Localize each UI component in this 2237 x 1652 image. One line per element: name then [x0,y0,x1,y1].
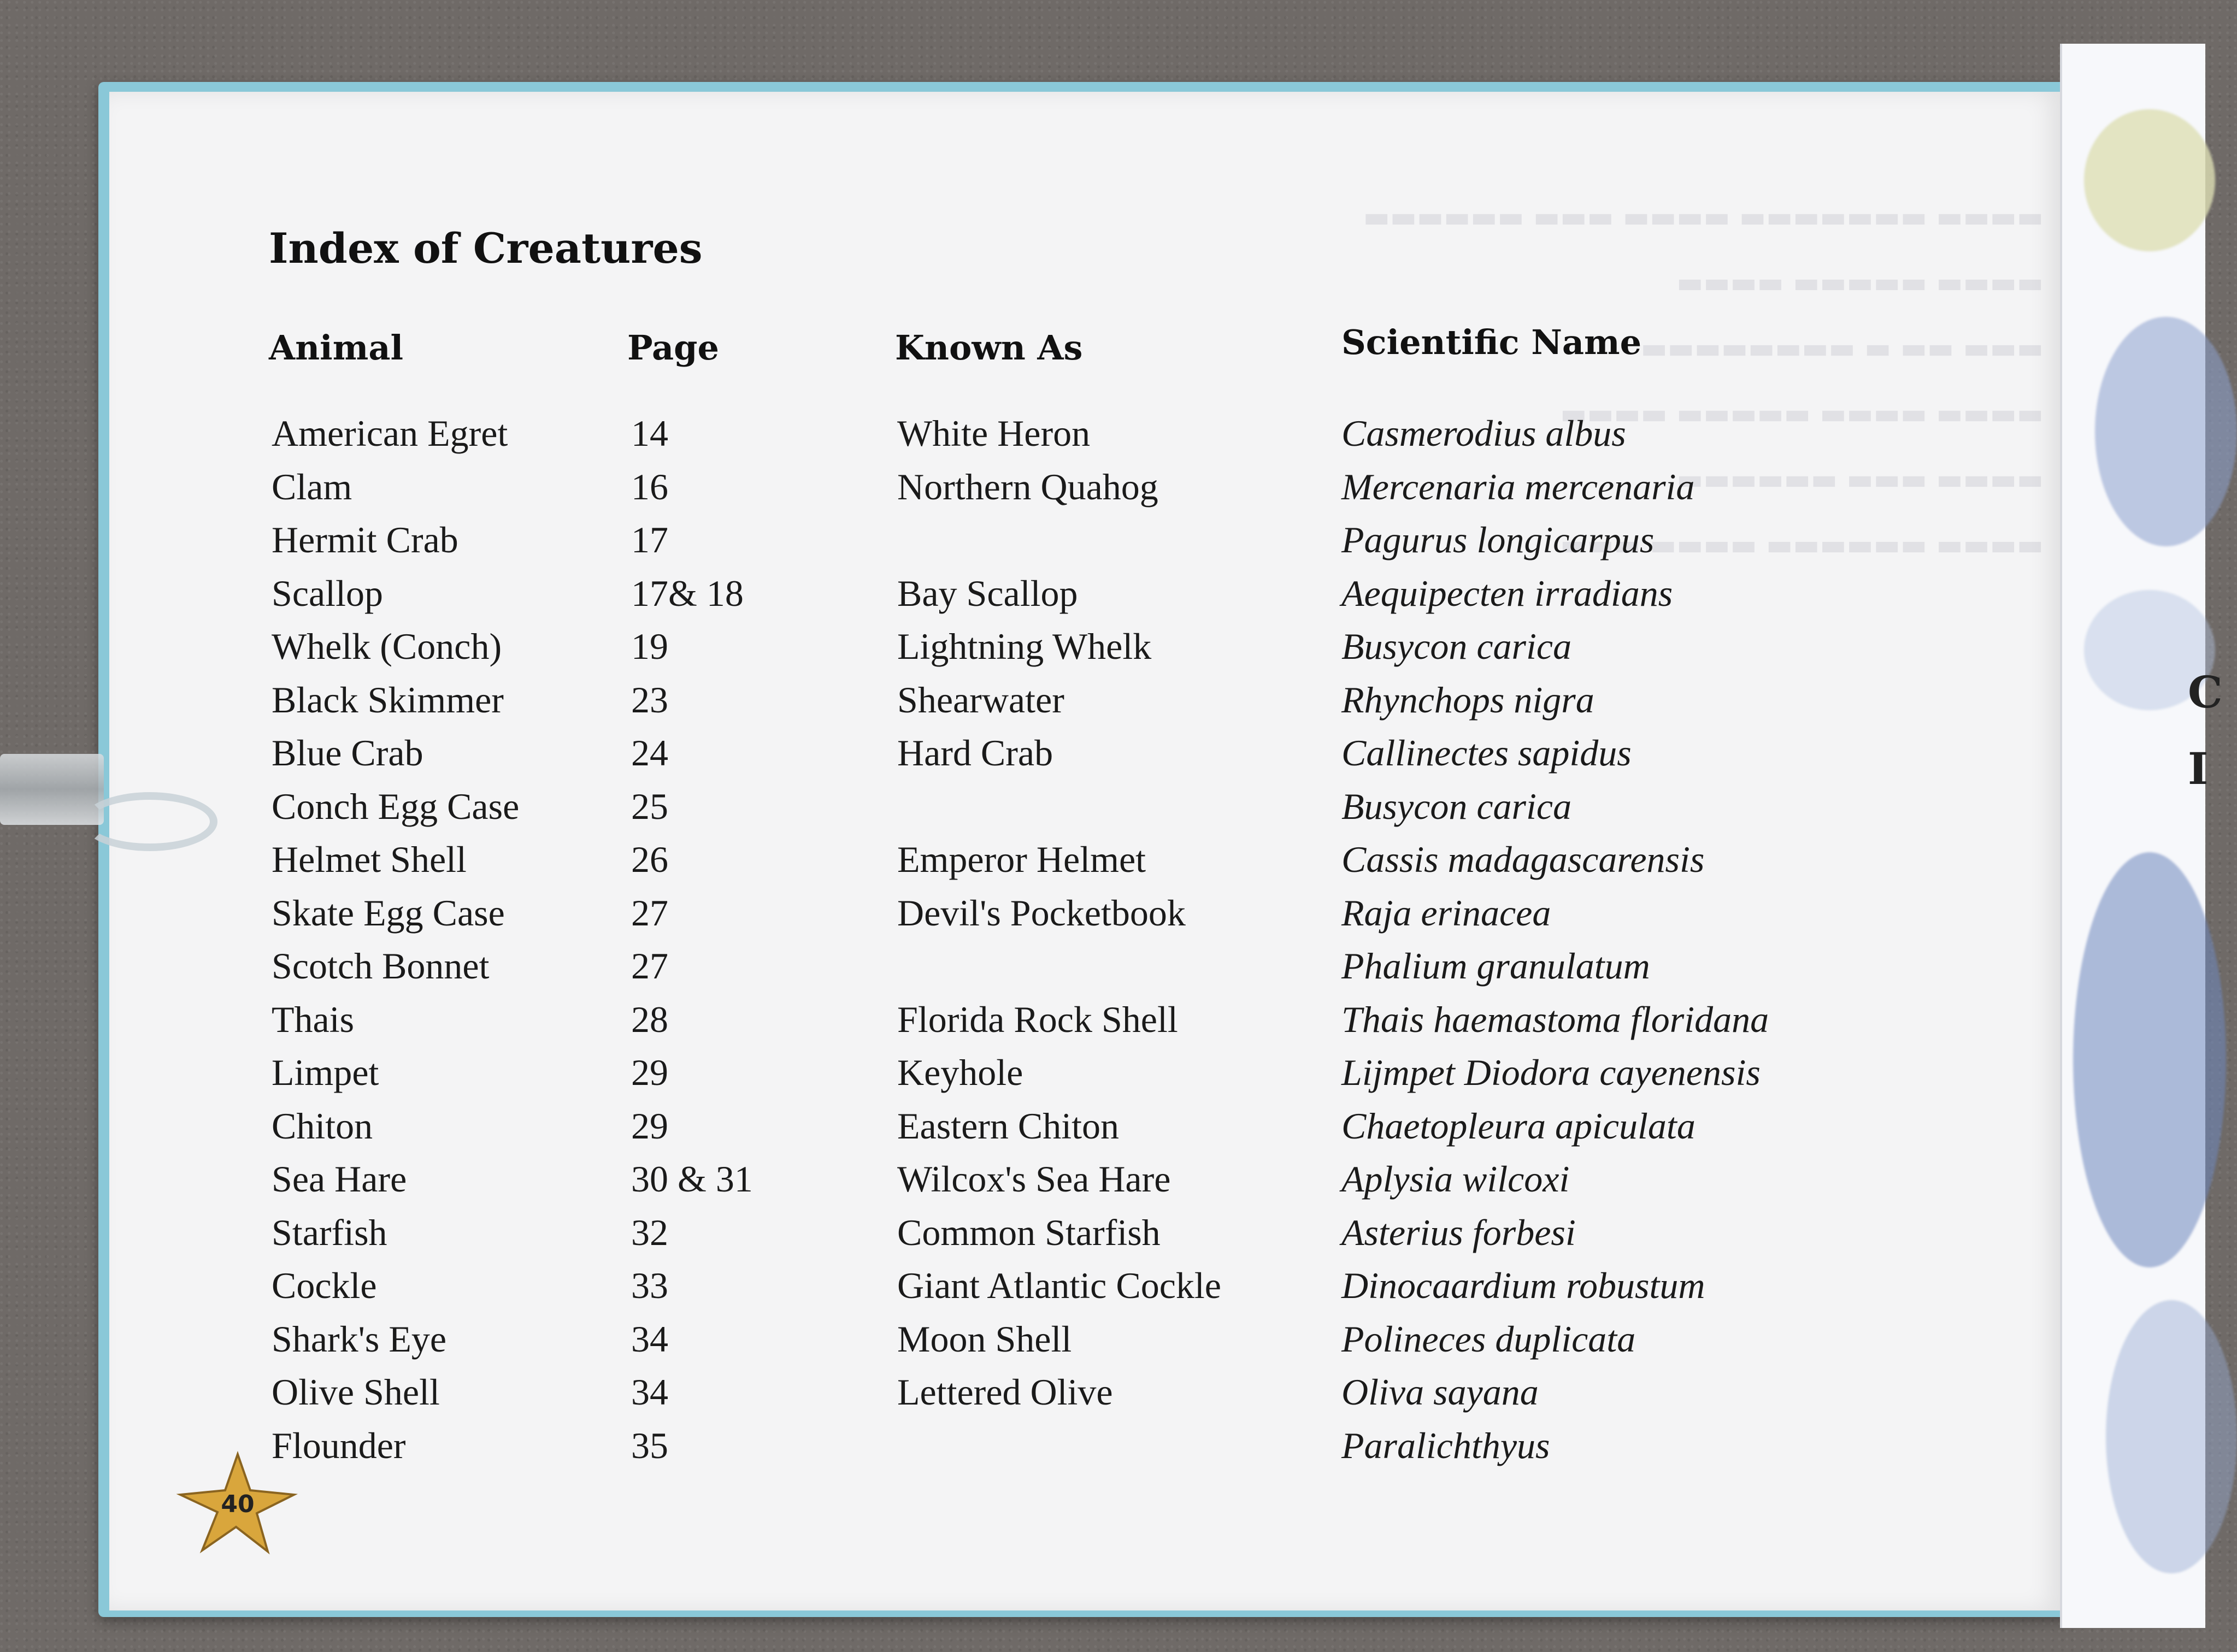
animal-cell: Chiton [272,1105,373,1147]
table-row [0,407,1912,459]
scientific-name-cell: Thais haemastoma floridana [1341,998,1769,1040]
animal-cell: Olive Shell [272,1371,440,1413]
animal-cell: Limpet [272,1052,379,1093]
scientific-name-cell: Busycon carica [1341,785,1572,827]
page-cell: 34 [631,1371,668,1413]
page-cell: 14 [631,412,668,454]
page-cell: 28 [631,998,668,1040]
scientific-name-cell: Asterius forbesi [1341,1211,1576,1253]
scientific-name-cell: Aequipecten irradians [1341,572,1673,614]
known-as-cell: Bay Scallop [897,572,1078,614]
animal-cell: Whelk (Conch) [272,626,502,667]
animal-cell: Helmet Shell [272,839,467,880]
column-header-page: Page [627,328,719,368]
table-row [0,1046,1912,1099]
known-as-cell: Lightning Whelk [897,626,1152,667]
known-as-cell: Wilcox's Sea Hare [897,1158,1171,1200]
known-as-cell: Giant Atlantic Cockle [897,1265,1221,1306]
known-as-cell: Devil's Pocketbook [897,892,1186,934]
table-row [0,1206,1912,1259]
animal-cell: Scallop [272,572,383,614]
paint-stroke [2106,1300,2237,1573]
known-as-cell: Lettered Olive [897,1371,1113,1413]
known-as-cell: Keyhole [897,1052,1023,1093]
page-cell: 33 [631,1265,668,1306]
table-row [0,1259,1912,1312]
table-row [0,674,1912,726]
scientific-name-cell: Dinocaardium robustum [1341,1265,1705,1306]
paint-stroke [2084,109,2215,251]
animal-cell: Hermit Crab [272,519,458,560]
starfish-icon [175,1448,301,1557]
table-row [0,567,1912,620]
page-cell: 24 [631,732,668,774]
page-cell: 30 & 31 [631,1158,753,1200]
animal-cell: Cockle [272,1265,377,1306]
table-row [0,993,1912,1046]
table-row [0,940,1912,992]
scientific-name-cell: Aplysia wilcoxi [1341,1158,1570,1200]
scientific-name-cell: Chaetopleura apiculata [1341,1105,1696,1147]
page-cell: 29 [631,1105,668,1147]
animal-cell: Thais [272,998,355,1040]
page-number: 40 [221,1490,255,1518]
known-as-cell: Emperor Helmet [897,839,1146,880]
known-as-cell: Eastern Chiton [897,1105,1120,1147]
facing-page-letter: C [2188,666,2223,718]
page-cell: 17 [631,519,668,560]
known-as-cell: Hard Crab [897,732,1053,774]
page-cell: 34 [631,1318,668,1360]
scientific-name-cell: Callinectes sapidus [1341,732,1632,774]
scientific-name-cell: Cassis madagascarensis [1341,839,1705,880]
animal-cell: Shark's Eye [272,1318,447,1360]
scientific-name-cell: Oliva sayana [1341,1371,1539,1413]
scientific-name-cell: Polineces duplicata [1341,1318,1636,1360]
page-cell: 17& 18 [631,572,744,614]
column-header-scientific-name: Scientific Name [1341,322,1642,362]
table-row [0,780,1912,833]
scientific-name-cell: Pagurus longicarpus [1341,519,1655,560]
scientific-name-cell: Lijmpet Diodora cayenensis [1341,1052,1761,1093]
page-cell: 23 [631,678,668,721]
table-row [0,1313,1912,1365]
animal-cell: Conch Egg Case [272,785,520,827]
animal-cell: Black Skimmer [272,678,504,721]
paint-stroke [2073,852,2226,1267]
animal-cell: Clam [272,465,352,508]
scientific-name-cell: Mercenaria mercenaria [1341,465,1695,508]
animal-cell: Scotch Bonnet [272,945,490,987]
animal-cell: Sea Hare [272,1158,407,1200]
page-cell: 19 [631,626,668,667]
table-row [0,887,1912,939]
animal-cell: Flounder [272,1424,406,1466]
table-row [0,461,1912,513]
known-as-cell: Moon Shell [897,1318,1072,1360]
table-row [0,727,1912,779]
table-row [0,514,1912,566]
known-as-cell: Common Starfish [897,1211,1161,1253]
paint-stroke [2095,317,2237,546]
known-as-cell: Shearwater [897,678,1064,721]
facing-page [2060,44,2223,1628]
page-cell: 27 [631,892,668,934]
page-cell: 27 [631,945,668,987]
scientific-name-cell: Casmerodius albus [1341,412,1626,454]
page-title: Index of Creatures [269,224,703,273]
page-cell: 26 [631,839,668,880]
page-cell: 35 [631,1424,668,1466]
table-row [0,833,1912,886]
scientific-name-cell: Raja erinacea [1341,892,1551,934]
known-as-cell: Northern Quahog [897,465,1158,508]
table-row [0,620,1912,672]
animal-cell: Starfish [272,1211,387,1253]
known-as-cell: White Heron [897,412,1091,454]
show-through-text: ▬▬▬▬ ▬▬▬▬▬▬▬ ▬▬▬▬ ▬▬▬ ▬▬▬▬▬▬ ▬▬▬▬ ▬▬▬▬▬ ▬▬▬▬ ▬▬▬ ▬▬ ▬ ▬▬▬▬▬▬▬▬ ▬▬▬▬ ▬▬▬▬ ▬▬▬▬▬ ▬▬▬▬ ▬▬▬▬ ▬▬▬ ▬▬▬▬▬▬ ▬▬▬▬ ▬▬▬▬▬▬ ▬▬▬▬ ▬▬▬ [1363,201,2044,562]
animal-cell: Blue Crab [272,732,423,774]
page-cell: 16 [631,465,668,508]
table-row [0,1100,1912,1152]
animal-cell: Skate Egg Case [272,892,505,934]
scientific-name-cell: Rhynchops nigra [1341,678,1594,721]
column-header-animal: Animal [269,328,404,368]
scientific-name-cell: Paralichthyus [1341,1424,1550,1466]
page-cell: 29 [631,1052,668,1093]
column-header-known-as: Known As [895,328,1083,368]
scientific-name-cell: Phalium granulatum [1341,945,1650,987]
page-cell: 25 [631,785,668,827]
scientific-name-cell: Busycon carica [1341,626,1572,667]
animal-cell: American Egret [272,412,508,454]
known-as-cell: Florida Rock Shell [897,998,1178,1040]
facing-page-letter: I [2188,743,2209,794]
table-row [0,1153,1912,1205]
table-row [0,1366,1912,1418]
page-cell: 32 [631,1211,668,1253]
